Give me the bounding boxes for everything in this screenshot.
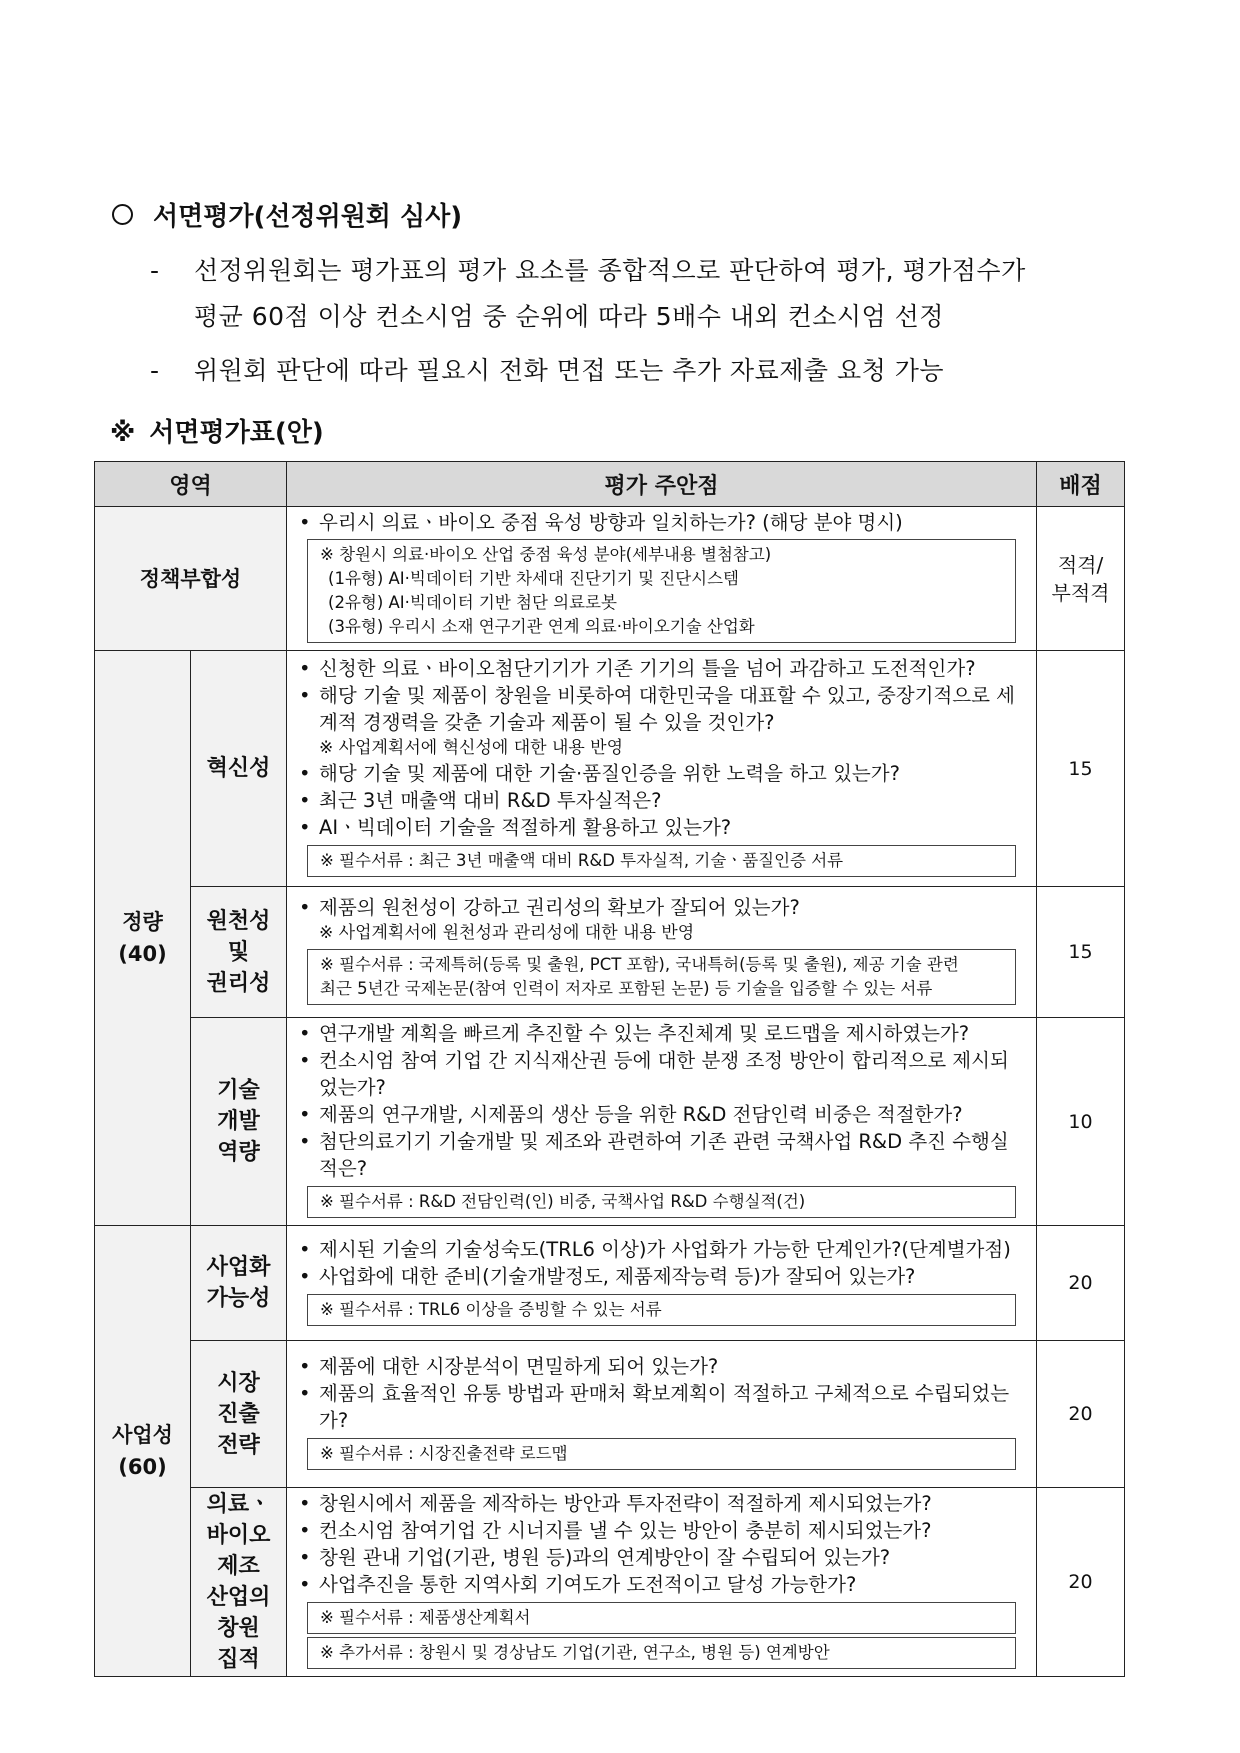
area-business: 사업성 (60) <box>95 1226 191 1677</box>
criteria-item: • 제시된 기술의 기술성숙도(TRL6 이상)가 사업화가 가능한 단계인가?(단계별가점) <box>299 1236 1026 1263</box>
table-row <box>95 1018 1125 1226</box>
section-heading <box>112 196 462 233</box>
criteria-item: • AIㆍ빅데이터 기술을 적절하게 활용하고 있는가? <box>299 814 1026 841</box>
note-box: ※ 창원시 의료·바이오 산업 중점 육성 분야(세부내용 별첨참고) (1유형) AI·빅데이터 기반 차세대 진단기기 및 진단시스템 (2유형) AI·빅데이터 기반 첨단 의료로봇 (3유형) 우리시 소재 연구기관 연계 의료·바이오기술 산업화 <box>307 539 1016 643</box>
score-cell: 20 <box>1037 1341 1125 1488</box>
sub-originality: 원천성 및 권리성 <box>191 887 287 1018</box>
sub-feasibility: 사업화 가능성 <box>191 1226 287 1341</box>
description-line: - 위원회 판단에 따라 필요시 전화 면접 또는 추가 자료제출 요청 가능 <box>150 356 945 385</box>
criteria-item: • 컨소시엄 참여 기업 간 지식재산권 등에 대한 분쟁 조정 방안이 합리적으로 제시되었는가? <box>299 1047 1026 1101</box>
table-caption: ※ 서면평가표(안) <box>110 418 324 448</box>
required-docs-box: ※ 필수서류 : 최근 3년 매출액 대비 R&D 투자실적, 기술ㆍ품질인증 서류 <box>307 845 1016 877</box>
points-cell <box>287 507 1037 651</box>
sub-market: 시장 진출 전략 <box>191 1341 287 1488</box>
section-title: 서면평가(선정위원회 심사) <box>153 202 463 232</box>
points-cell <box>287 1341 1037 1488</box>
score-cell: 적격/ 부적격 <box>1037 507 1125 651</box>
criteria-note: ※ 사업계획서에 원천성과 관리성에 대한 내용 반영 <box>319 923 695 943</box>
score-cell: 20 <box>1037 1226 1125 1341</box>
score-cell: 15 <box>1037 887 1125 1018</box>
sub-innovation: 혁신성 <box>191 651 287 887</box>
additional-docs-box: ※ 추가서류 : 창원시 및 경상남도 기업(기관, 연구소, 병원 등) 연계방안 <box>307 1637 1016 1669</box>
required-docs-box: ※ 필수서류 : R&D 전담인력(인) 비중, 국책사업 R&D 수행실적(건) <box>307 1186 1016 1218</box>
criteria-item: • 제품의 원천성이 강하고 권리성의 확보가 잘되어 있는가? <box>299 894 1026 921</box>
description-line: - 선정위원회는 평가표의 평가 요소를 종합적으로 판단하여 평가, 평가점수가 <box>150 256 1026 285</box>
table-row <box>95 887 1125 1018</box>
score-cell: 20 <box>1037 1488 1125 1677</box>
criteria-item: • 창원 관내 기업(기관, 병원 등)과의 연계방안이 잘 수립되어 있는가? <box>299 1544 1026 1571</box>
sub-cluster: 의료ㆍ 바이오 제조 산업의 창원 집적 <box>191 1488 287 1677</box>
criteria-item: • 제품의 연구개발, 시제품의 생산 등을 위한 R&D 전담인력 비중은 적절한가? <box>299 1101 1026 1128</box>
criteria-note: ※ 사업계획서에 혁신성에 대한 내용 반영 <box>319 738 624 758</box>
required-docs-box: ※ 필수서류 : 시장진출전략 로드맵 <box>307 1438 1016 1470</box>
description-line: 평균 60점 이상 컨소시엄 중 순위에 따라 5배수 내외 컨소시엄 선정 <box>194 302 944 331</box>
area-policy: 정책부합성 <box>95 507 287 651</box>
criteria-item: • 해당 기술 및 제품이 창원을 비롯하여 대한민국을 대표할 수 있고, 중장기적으로 세계적 경쟁력을 갖춘 기술과 제품이 될 수 있을 것인가? <box>299 682 1026 736</box>
required-docs-box: ※ 필수서류 : 제품생산계획서 <box>307 1602 1016 1634</box>
required-docs-box: ※ 필수서류 : 국제특허(등록 및 출원, PCT 포함), 국내특허(등록 및 출원), 제공 기술 관련 최근 5년간 국제논문(참여 인력이 저자로 포함된 논문) 등 기술을 입증할 수 있는 서류 <box>307 949 1016 1005</box>
table-row <box>95 1341 1125 1488</box>
header-points: 평가 주안점 <box>287 462 1037 507</box>
criteria-item: • 연구개발 계획을 빠르게 추진할 수 있는 추진체계 및 로드맵을 제시하였는가? <box>299 1020 1026 1047</box>
required-docs-box: ※ 필수서류 : TRL6 이상을 증빙할 수 있는 서류 <box>307 1294 1016 1326</box>
criteria-item: • 제품의 효율적인 유통 방법과 판매처 확보계획이 적절하고 구체적으로 수립되었는가? <box>299 1380 1026 1434</box>
header-score: 배점 <box>1037 462 1125 507</box>
header-area: 영역 <box>95 462 287 507</box>
points-cell <box>287 1488 1037 1677</box>
criteria-item: • 컨소시엄 참여기업 간 시너지를 낼 수 있는 방안이 충분히 제시되었는가? <box>299 1517 1026 1544</box>
criteria-item: • 첨단의료기기 기술개발 및 제조와 관련하여 기존 관련 국책사업 R&D 추진 수행실적은? <box>299 1128 1026 1182</box>
points-cell <box>287 887 1037 1018</box>
sub-capability: 기술 개발 역량 <box>191 1018 287 1226</box>
score-cell: 15 <box>1037 651 1125 887</box>
criteria-item: • 해당 기술 및 제품에 대한 기술·품질인증을 위한 노력을 하고 있는가? <box>299 760 1026 787</box>
circle-bullet-icon <box>112 204 133 225</box>
table-row <box>95 1488 1125 1677</box>
score-cell: 10 <box>1037 1018 1125 1226</box>
criteria-item: • 사업추진을 통한 지역사회 기여도가 도전적이고 달성 가능한가? <box>299 1571 1026 1598</box>
table-row <box>95 651 1125 887</box>
points-cell <box>287 1018 1037 1226</box>
criteria-item: • 창원시에서 제품을 제작하는 방안과 투자전략이 적절하게 제시되었는가? <box>299 1490 1026 1517</box>
table-header-row <box>95 462 1125 507</box>
criteria-item: • 사업화에 대한 준비(기술개발정도, 제품제작능력 등)가 잘되어 있는가? <box>299 1263 1026 1290</box>
evaluation-table <box>94 461 1125 1677</box>
criteria-item: • 신청한 의료ㆍ바이오첨단기기가 기존 기기의 틀을 넘어 과감하고 도전적인가? <box>299 655 1026 682</box>
criteria-item: • 우리시 의료ㆍ바이오 중점 육성 방향과 일치하는가? (해당 분야 명시) <box>299 509 1026 536</box>
points-cell <box>287 651 1037 887</box>
area-quant: 정량 (40) <box>95 651 191 1226</box>
table-row <box>95 507 1125 651</box>
criteria-item: • 최근 3년 매출액 대비 R&D 투자실적은? <box>299 787 1026 814</box>
criteria-item: • 제품에 대한 시장분석이 면밀하게 되어 있는가? <box>299 1353 1026 1380</box>
points-cell <box>287 1226 1037 1341</box>
table-row <box>95 1226 1125 1341</box>
